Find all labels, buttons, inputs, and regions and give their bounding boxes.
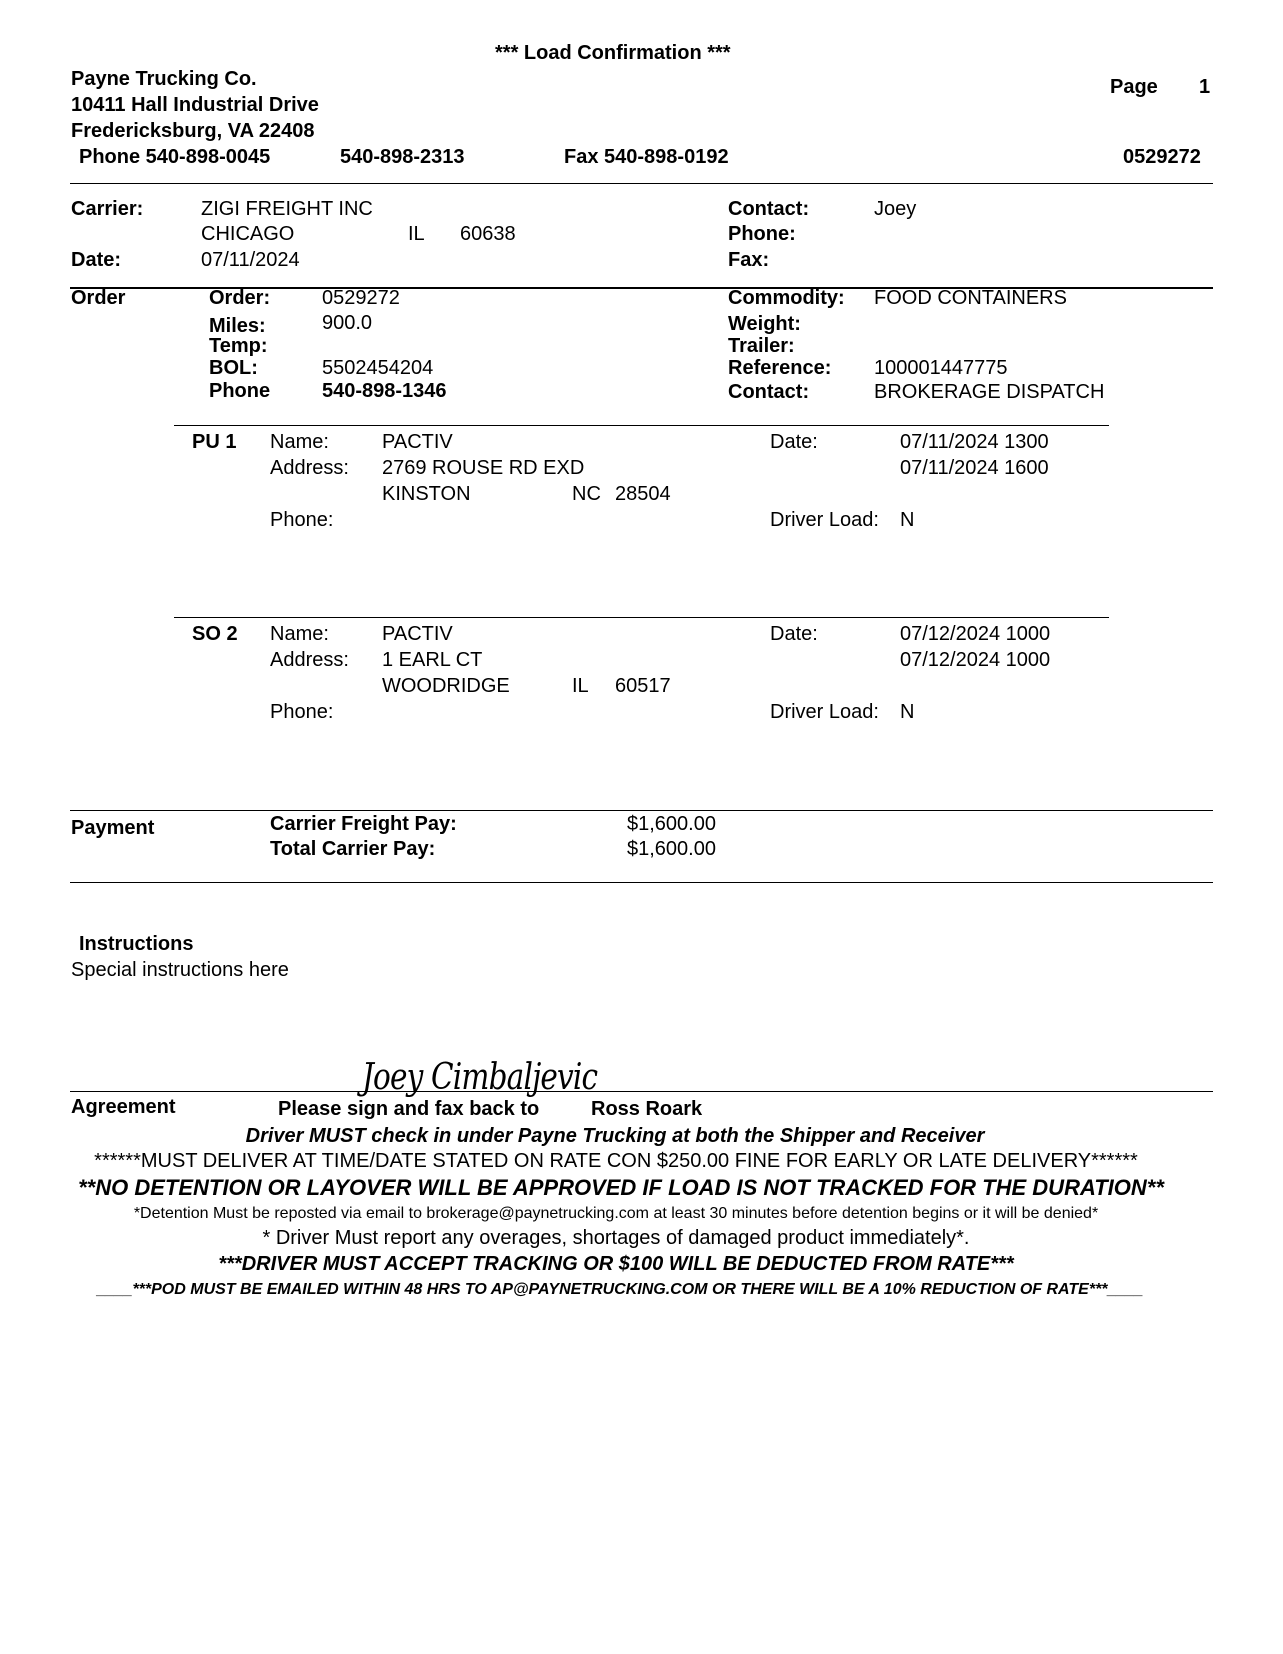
order-value: 0529272 bbox=[322, 287, 400, 309]
total-pay-value: $1,600.00 bbox=[627, 838, 716, 860]
stop-date-label: Date: bbox=[770, 431, 818, 453]
carrier-zip: 60638 bbox=[460, 223, 516, 245]
divider bbox=[174, 425, 1109, 426]
phone-label: Phone: bbox=[728, 223, 796, 245]
stop-name: PACTIV bbox=[382, 623, 453, 645]
stop-name: PACTIV bbox=[382, 431, 453, 453]
miles-label: Miles: bbox=[209, 315, 266, 337]
stop-state: NC bbox=[572, 483, 601, 505]
trailer-label: Trailer: bbox=[728, 335, 795, 357]
page-number: 1 bbox=[1199, 76, 1211, 98]
company-phone-alt: 540-898-2313 bbox=[340, 146, 465, 168]
stop-date-label: Date: bbox=[770, 623, 818, 645]
stop-phone-label: Phone: bbox=[270, 701, 334, 723]
agreement-line-checkin: Driver MUST check in under Payne Trucking at both the Shipper and Receiver bbox=[245, 1125, 985, 1147]
carrier-label: Carrier: bbox=[71, 198, 144, 220]
signature-line bbox=[70, 1091, 1213, 1092]
payment-label: Payment bbox=[71, 817, 155, 839]
order-phone-label: Phone bbox=[209, 380, 271, 402]
signature: Joey Cimbaljevic bbox=[362, 1057, 598, 1098]
company-phone: Phone 540-898-0045 bbox=[79, 146, 271, 168]
carrier-city: CHICAGO bbox=[201, 223, 295, 245]
stop-street: 1 EARL CT bbox=[382, 649, 483, 671]
stop-driver-load-label: Driver Load: bbox=[770, 701, 879, 723]
order-phone-value: 540-898-1346 bbox=[322, 380, 447, 402]
instructions-text: Special instructions here bbox=[71, 959, 289, 981]
divider bbox=[70, 882, 1213, 883]
agreement-line-delivery: ******MUST DELIVER AT TIME/DATE STATED ON RATE CON $250.00 FINE FOR EARLY OR LATE DELIVERY****** bbox=[94, 1150, 1138, 1172]
divider bbox=[70, 810, 1213, 811]
stop-zip: 60517 bbox=[615, 675, 671, 697]
company-fax: Fax 540-898-0192 bbox=[564, 146, 729, 168]
agreement-line-detention-email: *Detention Must be reposted via email to brokerage@paynetrucking.com at least 30 minutes before detention begins or it will be denied* bbox=[133, 1205, 1099, 1222]
stop-name-label: Name: bbox=[270, 431, 329, 453]
commodity-value: FOOD CONTAINERS bbox=[874, 287, 1067, 309]
bol-label: BOL: bbox=[209, 357, 258, 379]
freight-pay-value: $1,600.00 bbox=[627, 813, 716, 835]
carrier-state: IL bbox=[408, 223, 425, 245]
contact-value: Joey bbox=[874, 198, 917, 220]
contact-label: Contact: bbox=[728, 198, 810, 220]
commodity-label: Commodity: bbox=[728, 287, 845, 309]
stop-id: PU 1 bbox=[192, 431, 237, 453]
reference-value: 100001447775 bbox=[874, 357, 1008, 379]
company-city-state-zip: Fredericksburg, VA 22408 bbox=[71, 120, 315, 142]
stop-city: WOODRIDGE bbox=[382, 675, 510, 697]
carrier-name: ZIGI FREIGHT INC bbox=[201, 198, 373, 220]
page-label: Page bbox=[1110, 76, 1158, 98]
stop-city: KINSTON bbox=[382, 483, 471, 505]
stop-date-start: 07/11/2024 1300 bbox=[900, 431, 1049, 453]
miles-value: 900.0 bbox=[322, 312, 373, 334]
agreement-label: Agreement bbox=[71, 1096, 176, 1118]
load-number: 0529272 bbox=[1123, 146, 1201, 168]
agreement-line-pod: ____***POD MUST BE EMAILED WITHIN 48 HRS TO AP@PAYNETRUCKING.COM OR THERE WILL BE A 10% REDUCTION OF RATE***____ bbox=[96, 1281, 1144, 1298]
agreement-line-tracking: ***DRIVER MUST ACCEPT TRACKING OR $100 WILL BE DEDUCTED FROM RATE*** bbox=[218, 1253, 1014, 1275]
stop-driver-load-label: Driver Load: bbox=[770, 509, 879, 531]
stop-date-end: 07/12/2024 1000 bbox=[900, 649, 1051, 671]
stop-state: IL bbox=[572, 675, 589, 697]
date-label: Date: bbox=[71, 249, 122, 271]
order-label: Order: bbox=[209, 287, 271, 309]
date-value: 07/11/2024 bbox=[201, 249, 300, 271]
sign-instruction: Please sign and fax back to bbox=[278, 1098, 540, 1120]
weight-label: Weight: bbox=[728, 313, 801, 335]
stop-driver-load: N bbox=[900, 701, 915, 723]
stop-zip: 28504 bbox=[615, 483, 671, 505]
stop-phone-label: Phone: bbox=[270, 509, 334, 531]
temp-label: Temp: bbox=[209, 335, 268, 357]
instructions-label: Instructions bbox=[79, 933, 194, 955]
agreement-line-detention: **NO DETENTION OR LAYOVER WILL BE APPROVED IF LOAD IS NOT TRACKED FOR THE DURATION** bbox=[78, 1175, 1164, 1200]
reference-label: Reference: bbox=[728, 357, 832, 379]
total-pay-label: Total Carrier Pay: bbox=[270, 838, 436, 860]
fax-label: Fax: bbox=[728, 249, 770, 271]
sign-recipient: Ross Roark bbox=[591, 1098, 703, 1120]
stop-id: SO 2 bbox=[192, 623, 238, 645]
order-contact-label: Contact: bbox=[728, 381, 810, 403]
stop-date-end: 07/11/2024 1600 bbox=[900, 457, 1049, 479]
stop-street: 2769 ROUSE RD EXD bbox=[382, 457, 585, 479]
stop-address-label: Address: bbox=[270, 457, 349, 479]
stop-address-label: Address: bbox=[270, 649, 349, 671]
document-title: *** Load Confirmation *** bbox=[495, 42, 731, 64]
stop-driver-load: N bbox=[900, 509, 915, 531]
stop-name-label: Name: bbox=[270, 623, 329, 645]
company-address: 10411 Hall Industrial Drive bbox=[71, 94, 319, 116]
agreement-line-overages: * Driver Must report any overages, shortages of damaged product immediately*. bbox=[262, 1227, 970, 1249]
divider bbox=[174, 617, 1109, 618]
divider bbox=[70, 183, 1213, 184]
order-contact-value: BROKERAGE DISPATCH bbox=[874, 381, 1105, 403]
bol-value: 5502454204 bbox=[322, 357, 434, 379]
stop-date-start: 07/12/2024 1000 bbox=[900, 623, 1051, 645]
order-section-label: Order bbox=[71, 287, 126, 309]
company-name: Payne Trucking Co. bbox=[71, 68, 257, 90]
freight-pay-label: Carrier Freight Pay: bbox=[270, 813, 457, 835]
